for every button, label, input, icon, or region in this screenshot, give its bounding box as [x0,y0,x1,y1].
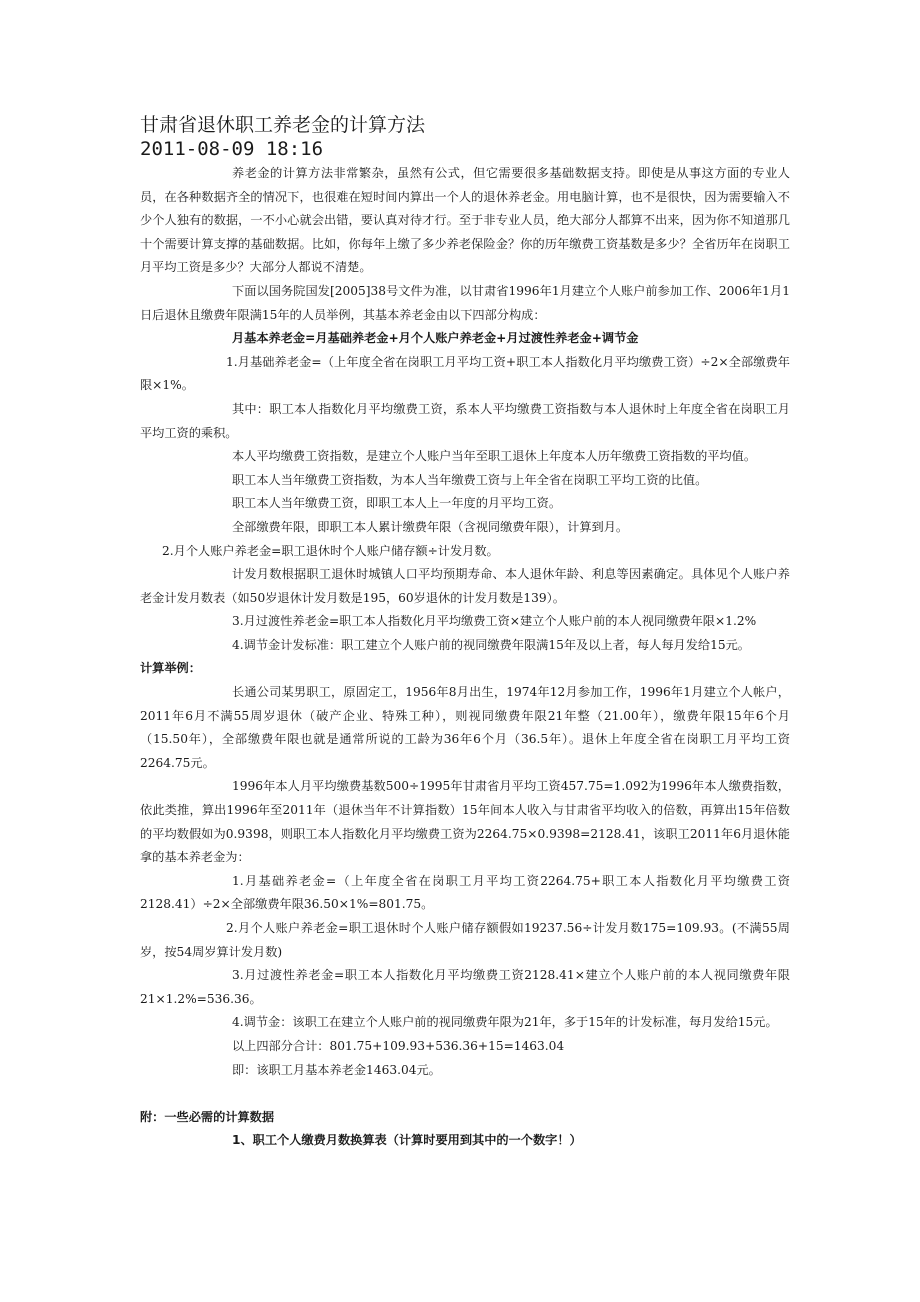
definition-adjustment: 4.调节金计发标准：职工建立个人账户前的视同缴费年限满15年及以上者，每人每月发给15元。 [232,637,750,652]
example-transitional-pension: 3.月过渡性养老金=职工本人指数化月平均缴费工资2128.41×建立个人账户前的本人视同缴费年限21×1.2%=536.36。 [140,968,790,1006]
definition-indexed-wage: 其中：职工本人指数化月平均缴费工资，系本人平均缴费工资指数与本人退休时上年度全省在岗职工月平均工资的乘积。 [140,401,790,440]
intro-paragraph: 养老金的计算方法非常繁杂，虽然有公式，但它需要很多基础数据支持。即使是从事这方面的专业人员，在各种数据齐全的情况下，也很难在短时间内算出一个人的退休养老金。用电脑计算，也不是很快，因为需要输入不少个人独有的数据，一不小心就会出错，要认真对待才行。至于非专业人员，绝大部分人都算不出来，因为你不知道那几十个需要计算支撑的基础数据。比如，你每年上缴了多少养老保险金？你的历年缴费工资基数是多少？全省历年在岗职工月平均工资是多少？大部分人都说不清楚。 [140,166,790,275]
example-basic-pension: 1.月基础养老金=（上年度全省在岗职工月平均工资2264.75+职工本人指数化月平均缴费工资2128.41）÷2×全部缴费年限36.50×1%=801.75。 [140,873,790,912]
example-account-pension: 2.月个人账户养老金=职工退休时个人账户储存额假如19237.56÷计发月数175=109.93。(不满55周岁，按54周岁算计发月数) [140,921,790,959]
appendix-heading: 附：一些必需的计算数据 [140,1109,275,1124]
pension-formula: 月基本养老金=月基础养老金+月个人账户养老金+月过渡性养老金+调节金 [232,331,639,346]
document-title: 甘肃省退休职工养老金的计算方法 [140,114,426,136]
definition-basic-pension: 1.月基础养老金=（上年度全省在岗职工月平均工资+职工本人指数化月平均缴费工资）÷2×全部缴费年限×1%。 [140,354,790,393]
document-body [140,162,790,1153]
appendix-subheading: 1、职工个人缴费月数换算表（计算时要用到其中的一个数字！） [232,1133,582,1148]
definition-payout-months: 计发月数根据职工退休时城镇人口平均预期寿命、本人退休年龄、利息等因素确定。具体见个人账户养老金计发月数表（如50岁退休计发月数是195，60岁退休的计发月数是139）。 [140,567,790,605]
spacer [140,1082,790,1106]
definition-transitional-pension: 3.月过渡性养老金=职工本人指数化月平均缴费工资×建立个人账户前的本人视同缴费年限×1.2% [232,614,757,629]
example-total: 以上四部分合计：801.75+109.93+536.36+15=1463.04 [232,1038,565,1053]
definition-average-index: 本人平均缴费工资指数，是建立个人账户当年至职工退休上年度本人历年缴费工资指数的平均值。 [232,449,757,464]
definition-account-pension: 2.月个人账户养老金=职工退休时个人账户储存额÷计发月数。 [162,543,499,558]
definition-annual-wage: 职工本人当年缴费工资，即职工本人上一年度的月平均工资。 [232,496,562,511]
example-heading: 计算举例： [140,661,201,676]
example-adjustment: 4.调节金：该职工在建立个人账户前的视同缴费年限为21年，多于15年的计发标准，每月发给15元。 [232,1015,778,1030]
example-index-calc: 1996年本人月平均缴费基数500÷1995年甘肃省月平均工资457.75=1.092为1996年本人缴费指数，依此类推，算出1996年至2011年（退休当年不计算指数）15年间本人收入与甘肃省平均收入的倍数，再算出15年倍数的平均数假如为0.9398，则职工本人指数化月平均缴费工资为2264.75×0.9398=2128.41，该职工2011年6月退休能拿的基本养老金为： [140,779,790,865]
definition-contribution-years: 全部缴费年限，即职工本人累计缴费年限（含视同缴费年限），计算到月。 [232,519,629,534]
definition-annual-index: 职工本人当年缴费工资指数，为本人当年缴费工资与上年全省在岗职工平均工资的比值。 [232,472,708,487]
example-case: 长通公司某男职工，原固定工，1956年8月出生，1974年12月参加工作，1996年1月建立个人帐户，2011年6月不满55周岁退休（破产企业、特殊工种），则视同缴费年限21年整（21.00年），缴费年限15年6个月（15.50年），全部缴费年限也就是通常所说的工龄为36年6个月（36.5年）。退休上年度全省在岗职工月平均工资2264.75元。 [140,685,790,770]
document-date: 2011-08-09 18:16 [140,138,324,160]
basis-paragraph: 下面以国务院国发[2005]38号文件为准，以甘肃省1996年1月建立个人账户前参加工作、2006年1月1日后退休且缴费年限满15年的人员举例，其基本养老金由以下四部分构成： [140,283,790,322]
example-result: 即：该职工月基本养老金1463.04元。 [232,1062,441,1077]
